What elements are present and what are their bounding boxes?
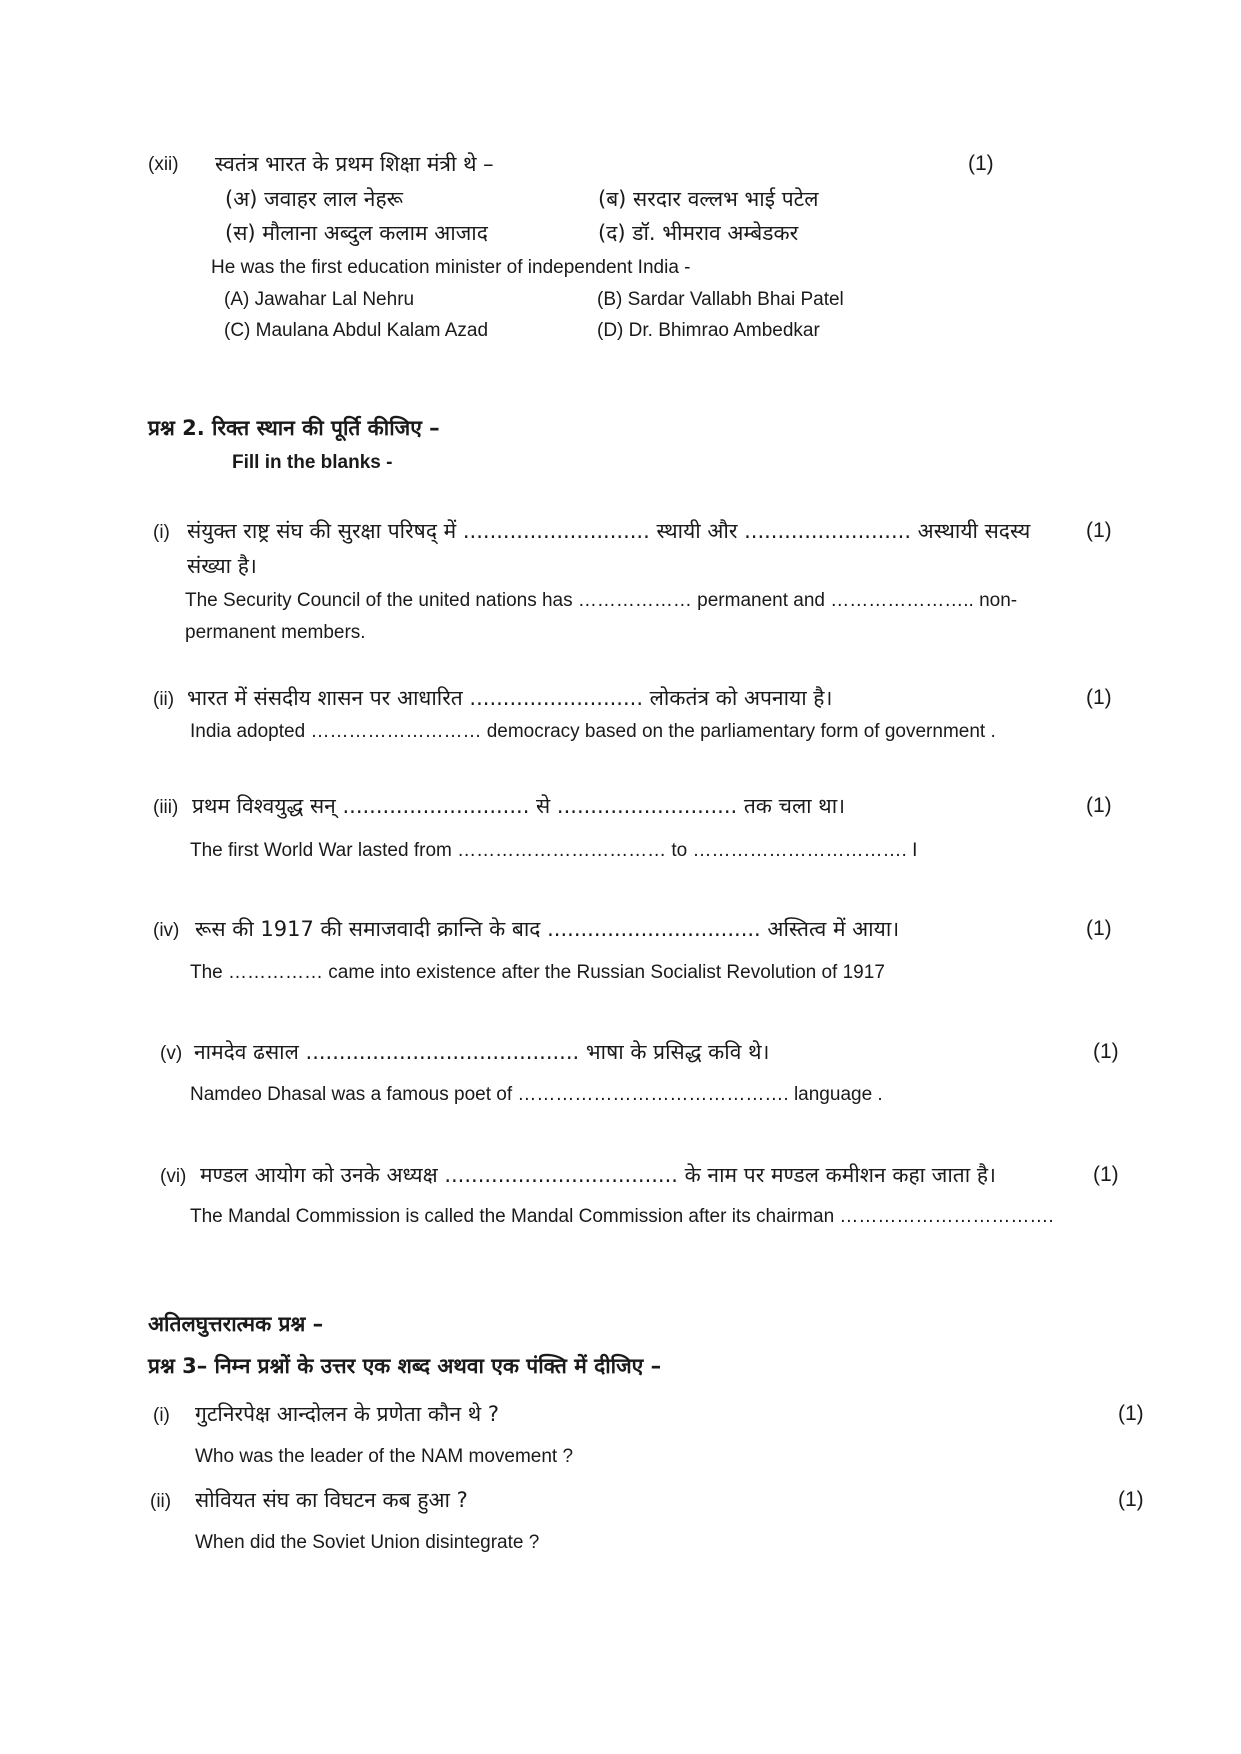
option-english-b: (B) Sardar Vallabh Bhai Patel — [597, 289, 844, 310]
item-text-hindi: सोवियत संघ का विघटन कब हुआ ? — [195, 1488, 468, 1512]
item-text-hindi: भारत में संसदीय शासन पर आधारित .......................... लोकतंत्र को अपनाया है। — [187, 686, 833, 710]
option-english-a: (A) Jawahar Lal Nehru — [224, 289, 415, 310]
question-heading: प्रश्न 3– निम्न प्रश्नों के उत्तर एक शब्द अथवा एक पंक्ति में दीजिए – — [148, 1354, 662, 1378]
item-number: (i) — [153, 522, 170, 543]
marks: (1) — [1093, 1040, 1119, 1063]
option-english-c: (C) Maulana Abdul Kalam Azad — [224, 320, 489, 341]
item-text-hindi: प्रथम विश्वयुद्ध सन् ............................ से ........................... तक चला था। — [192, 794, 846, 818]
option-english-d: (D) Dr. Bhimrao Ambedkar — [597, 320, 820, 341]
item-number: (iii) — [153, 797, 179, 818]
option-hindi-d: (द) डॉ. भीमराव अम्बेडकर — [598, 221, 799, 245]
marks: (1) — [1086, 519, 1112, 542]
item-number: (v) — [160, 1043, 183, 1064]
item-text-hindi: मण्डल आयोग को उनके अध्यक्ष ................................... के नाम पर मण्डल कमीशन कहा जाता है। — [200, 1163, 996, 1187]
marks: (1) — [968, 152, 994, 175]
item-text-english: The Security Council of the united nations has ……………… permanent and ………………….. non- — [185, 590, 1018, 611]
item-text-english: The Mandal Commission is called the Mandal Commission after its chairman ……………………………. — [190, 1206, 1054, 1227]
item-number: (vi) — [160, 1166, 187, 1187]
item-text-english: The …………… came into existence after the Russian Socialist Revolution of 1917 — [190, 962, 885, 983]
section-heading: अतिलघुत्तरात्मक प्रश्न – — [148, 1312, 324, 1336]
option-hindi-b: (ब) सरदार वल्लभ भाई पटेल — [598, 187, 819, 211]
item-number: (iv) — [153, 920, 180, 941]
marks: (1) — [1086, 686, 1112, 709]
section-subheading: Fill in the blanks - — [232, 452, 393, 473]
item-text-hindi: गुटनिरपेक्ष आन्दोलन के प्रणेता कौन थे ? — [195, 1402, 500, 1426]
marks: (1) — [1086, 917, 1112, 940]
item-text-hindi: नामदेव ढसाल ......................................... भाषा के प्रसिद्ध कवि थे। — [194, 1040, 770, 1064]
item-text-english: The first World War lasted from …………………………… to ……………………………. I — [190, 840, 918, 861]
option-hindi-c: (स) मौलाना अब्दुल कलाम आजाद — [225, 221, 488, 245]
item-text-hindi: संयुक्त राष्ट्र संघ की सुरक्षा परिषद् में ............................ स्थायी और ......................... अस्थायी सदस्य — [187, 519, 1031, 543]
item-text-english: Who was the leader of the NAM movement ? — [195, 1446, 574, 1467]
question-text-english: He was the first education minister of independent India - — [211, 257, 691, 278]
item-text-english: When did the Soviet Union disintegrate ? — [195, 1532, 540, 1553]
question-text-hindi: स्वतंत्र भारत के प्रथम शिक्षा मंत्री थे – — [215, 152, 494, 176]
marks: (1) — [1093, 1163, 1119, 1186]
item-text-english-cont: permanent members. — [185, 622, 366, 643]
question-number: (xii) — [148, 154, 179, 175]
marks: (1) — [1118, 1488, 1144, 1511]
option-hindi-a: (अ) जवाहर लाल नेहरू — [225, 187, 403, 211]
item-number: (ii) — [153, 689, 175, 710]
marks: (1) — [1086, 794, 1112, 817]
section-heading: प्रश्न 2. रिक्त स्थान की पूर्ति कीजिए – — [148, 416, 440, 440]
item-text-english: Namdeo Dhasal was a famous poet of ……………………………………. language . — [190, 1084, 883, 1105]
item-text-hindi-cont: संख्या है। — [187, 554, 257, 578]
item-text-english: India adopted ……………………… democracy based on the parliamentary form of government . — [190, 721, 996, 742]
item-text-hindi: रूस की 1917 की समाजवादी क्रान्ति के बाद ................................ अस्तित्व में आया। — [195, 917, 900, 941]
item-number: (i) — [153, 1405, 170, 1426]
marks: (1) — [1118, 1402, 1144, 1425]
item-number: (ii) — [150, 1491, 172, 1512]
